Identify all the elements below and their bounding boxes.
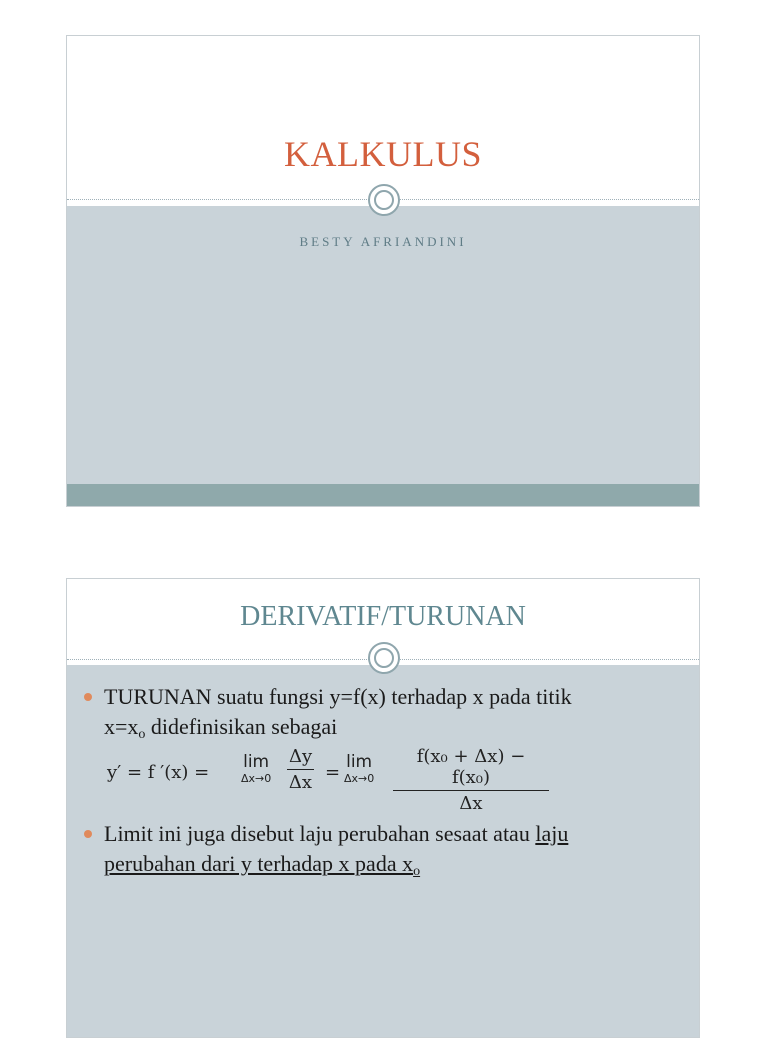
bullet-icon (84, 693, 92, 701)
subscript: o (413, 864, 421, 879)
slide-title: DERIVATIF/TURUNAN (240, 601, 526, 632)
numerator: f(x₀ + Δx) − f(x₀) (393, 746, 549, 791)
ring-ornament-icon (368, 642, 400, 674)
bullet-line-2-pre: x=x (104, 714, 139, 739)
bottom-band (67, 484, 699, 506)
subscript: o (138, 727, 146, 742)
title-area (67, 36, 699, 205)
denominator: Δx (288, 772, 313, 793)
lim-subscript: Δx→0 (241, 772, 272, 785)
formula-lhs: y′ = f ′(x) = (107, 762, 210, 783)
ring-ornament-icon (368, 184, 400, 216)
lim-word: lim (346, 752, 373, 772)
numerator: Δy (287, 746, 314, 770)
bullet-icon (84, 830, 92, 838)
underlined-text-2: perubahan dari y terhadap x pada x (104, 851, 414, 876)
underlined-text-1: laju (535, 821, 569, 846)
equals-sign: = (325, 762, 341, 783)
slide-title: KALKULUS (284, 134, 482, 174)
bullet-limit-rate (104, 819, 684, 879)
bullet-line-2-post: didefinisikan sebagai (145, 714, 338, 739)
derivative-slide (66, 578, 700, 1038)
slide-subtitle: BESTY AFRIANDINI (299, 234, 467, 249)
fraction-difference-quotient (393, 746, 549, 814)
limit-1 (241, 752, 271, 785)
bullet-definition (104, 682, 684, 742)
limit-2 (344, 752, 374, 785)
bullet-line-1: TURUNAN suatu fungsi y=f(x) terhadap x pada titik (104, 684, 572, 709)
title-slide (66, 35, 700, 507)
denominator: Δx (459, 793, 483, 814)
bullet-text: Limit ini juga disebut laju perubahan sesaat atau (104, 821, 536, 846)
lim-subscript: Δx→0 (344, 772, 375, 785)
content-area (67, 206, 699, 506)
lim-word: lim (243, 752, 270, 772)
fraction-dy-dx (287, 746, 314, 793)
derivative-formula (107, 746, 587, 814)
